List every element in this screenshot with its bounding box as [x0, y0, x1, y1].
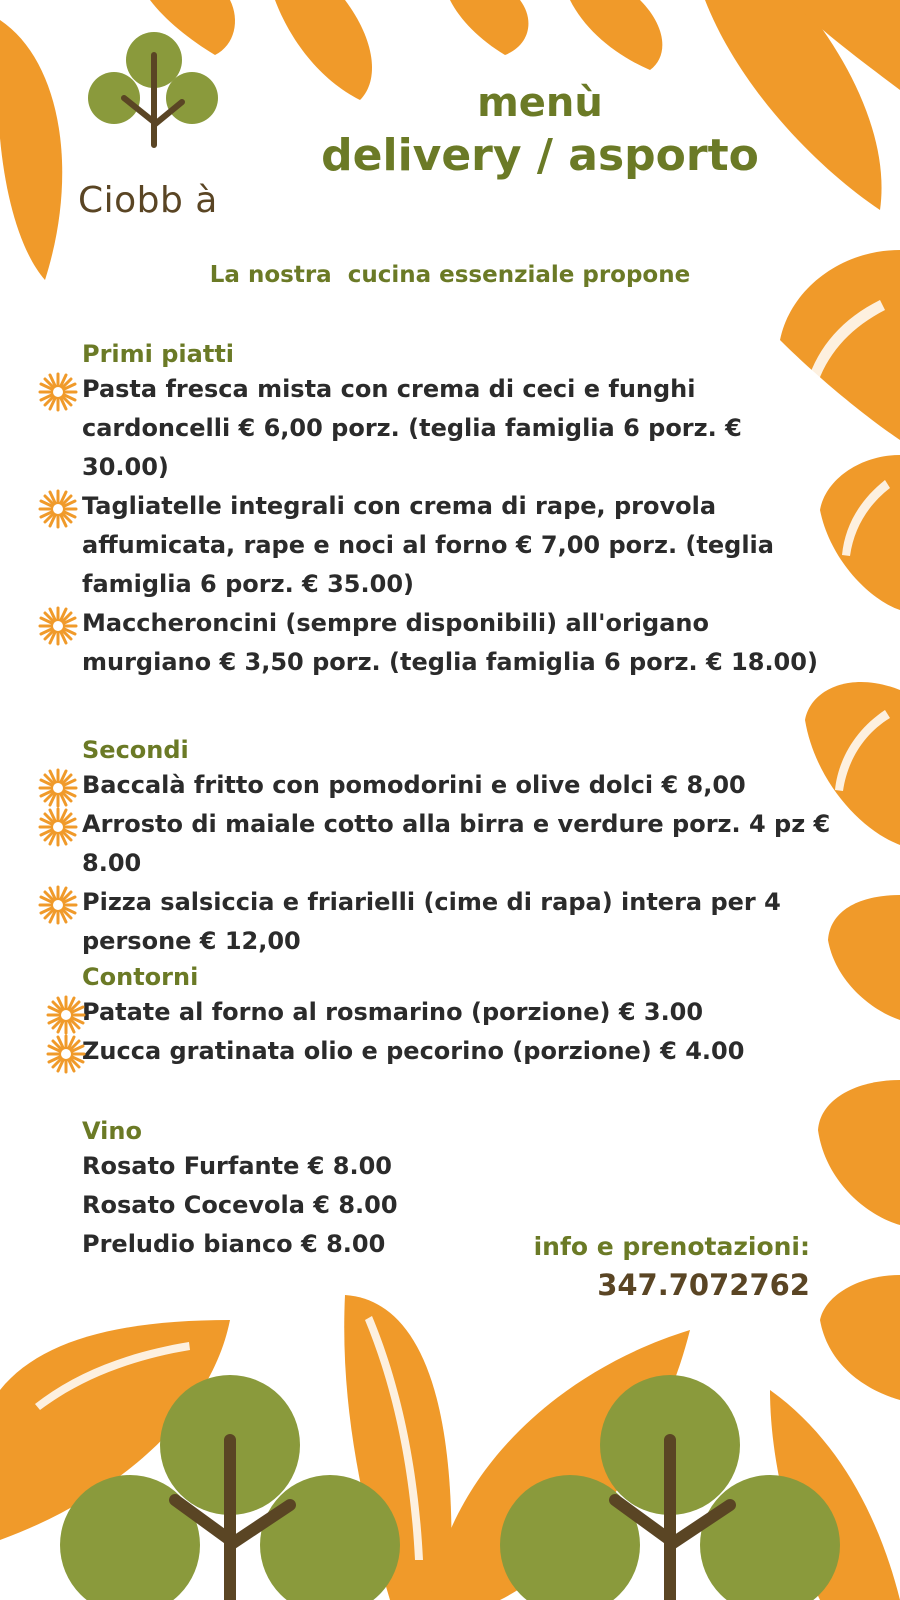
leaf-shape — [450, 0, 528, 55]
wine-item: Rosato Cocevola € 8.00 — [82, 1191, 398, 1219]
section-secondi — [36, 734, 836, 961]
wine-item: Preludio bianco € 8.00 — [82, 1230, 386, 1258]
section-title: Vino — [82, 1117, 142, 1145]
menu-item — [36, 487, 836, 604]
flower-icon — [36, 883, 80, 927]
menu-item-text: Patate al forno al rosmarino (porzione) € 3.00 — [82, 998, 704, 1026]
wine-item: Rosato Furfante € 8.00 — [82, 1152, 392, 1180]
tree-logo-icon — [84, 30, 224, 150]
contact-info — [500, 1228, 810, 1304]
phone-number: 347.7072762 — [597, 1268, 810, 1302]
menu-item-text: Baccalà fritto con pomodorini e olive dolci € 8,00 — [82, 771, 746, 799]
menu-item — [36, 883, 836, 961]
section-contorni — [36, 961, 836, 1071]
flower-icon — [36, 766, 80, 810]
section-title: Secondi — [82, 736, 189, 764]
menu-item-text: Pasta fresca mista con crema di ceci e funghi cardoncelli € 6,00 porz. (teglia famiglia 6 porz. € 30.00) — [82, 375, 742, 481]
menu-list — [36, 338, 836, 1264]
title-line-2: delivery / asporto — [321, 130, 759, 181]
leaf-shape — [0, 20, 62, 280]
menu-item-text: Zucca gratinata olio e pecorino (porzione) € 4.00 — [82, 1037, 745, 1065]
menu-item-text: Arrosto di maiale cotto alla birra e verdure porz. 4 pz € 8.00 — [82, 810, 831, 877]
flower-icon — [36, 805, 80, 849]
section-title: Contorni — [82, 963, 199, 991]
leaf-shape — [828, 895, 900, 1020]
leaf-shape — [820, 1275, 900, 1400]
section-title: Primi piatti — [82, 340, 235, 368]
menu-item — [36, 1032, 836, 1071]
brand-logo — [78, 30, 248, 230]
menu-title — [240, 78, 840, 184]
section-primi — [36, 338, 836, 682]
leaf-shape — [570, 0, 662, 70]
menu-item — [36, 766, 836, 805]
menu-item — [36, 993, 836, 1032]
flower-icon — [36, 487, 80, 531]
menu-item-text: Maccheroncini (sempre disponibili) all'origano murgiano € 3,50 porz. (teglia famiglia 6 porz. € 18.00) — [82, 609, 818, 676]
title-line-1: menù — [477, 80, 603, 126]
info-label: info e prenotazioni: — [533, 1232, 810, 1261]
flower-icon — [36, 370, 80, 414]
flower-icon — [44, 1032, 88, 1076]
intro-text: La nostra cucina essenziale propone — [209, 262, 691, 288]
menu-item-text: Tagliatelle integrali con crema di rape, provola affumicata, rape e noci al forno € 7,00 porz. (teglia famiglia 6 porz. € 35.00) — [82, 492, 774, 598]
flower-icon — [36, 604, 80, 648]
brand-name: Ciobb à — [78, 180, 218, 221]
flower-icon — [44, 993, 88, 1037]
menu-item — [36, 370, 836, 487]
menu-item — [36, 805, 836, 883]
menu-item — [36, 604, 836, 682]
menu-item-text: Pizza salsiccia e friarielli (cime di rapa) intera per 4 persone € 12,00 — [82, 888, 781, 955]
